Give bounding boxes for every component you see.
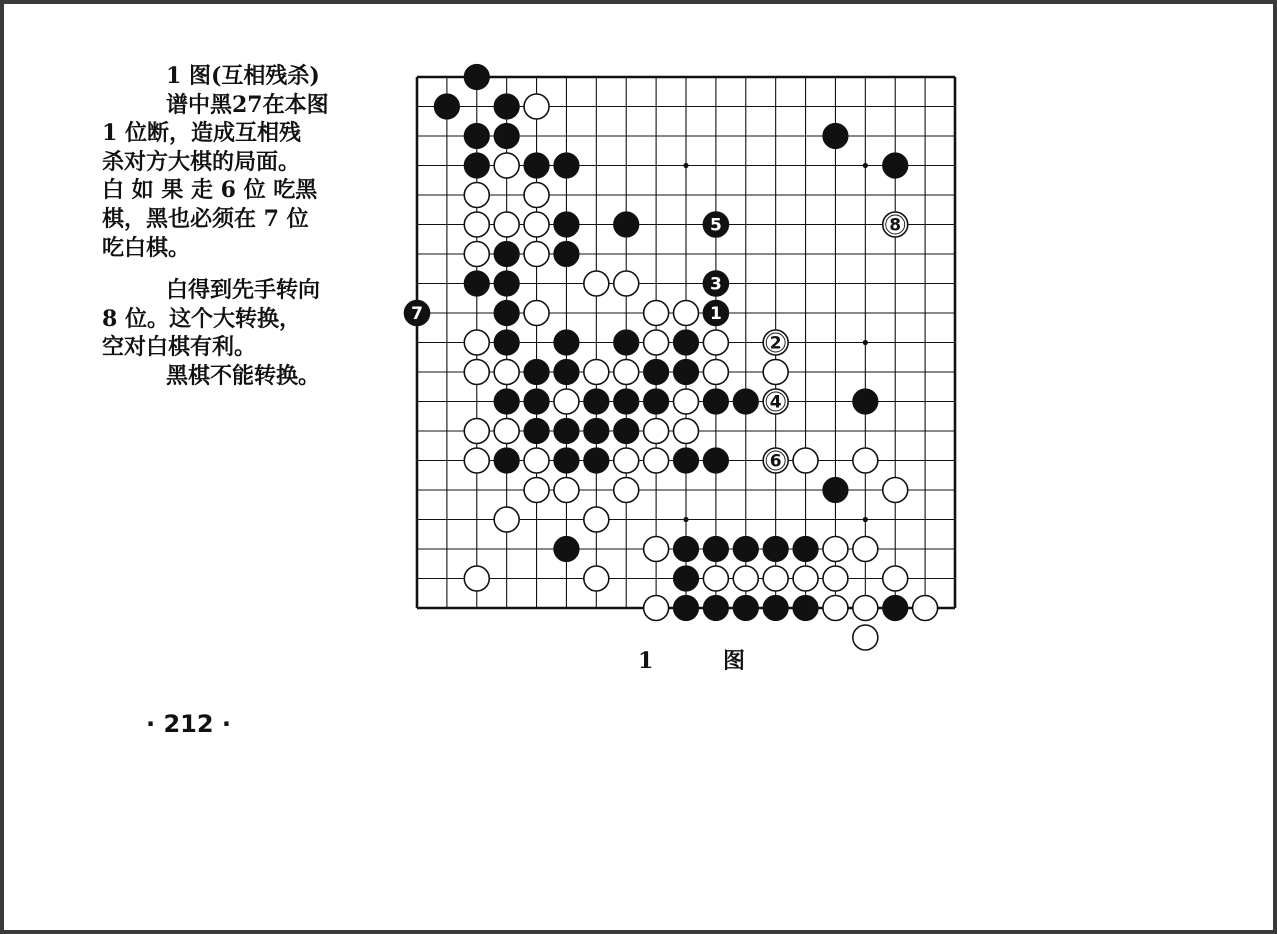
black-stone [524,389,549,414]
black-stone [823,478,848,503]
black-stone [733,389,758,414]
white-stone [763,566,788,591]
white-stone [823,596,848,621]
black-stone [763,596,788,621]
white-stone [494,153,519,178]
black-stone [554,360,579,385]
white-stone [883,478,908,503]
white-stone [494,419,519,444]
white-stone [674,419,699,444]
black-stone [793,537,818,562]
black-stone [733,537,758,562]
numbered-move-8 [883,212,908,237]
black-stone [674,330,699,355]
black-stone [584,419,609,444]
white-stone [823,566,848,591]
caption-line: 吃白棋。 [102,234,191,261]
white-stone [793,566,818,591]
move-number-label: 3 [709,274,722,295]
white-stone [703,330,728,355]
white-stone [823,537,848,562]
star-point [863,517,868,522]
figure-char: 图 [722,648,745,674]
white-stone [703,360,728,385]
white-stone [853,537,878,562]
white-stone [464,448,489,473]
star-point [863,163,868,168]
white-stone [494,212,519,237]
move-number-label: 5 [709,215,722,236]
black-stone [674,596,699,621]
white-stone [584,566,609,591]
numbered-move-6 [763,448,788,473]
white-stone [614,360,639,385]
caption-line: 棋，黑也必须在 7 位 [102,205,309,232]
white-stone [584,507,609,532]
black-stone [554,419,579,444]
white-stone [554,478,579,503]
white-stone [524,212,549,237]
black-stone [554,537,579,562]
white-stone [464,419,489,444]
go-board [4,4,1273,930]
black-stone [883,596,908,621]
black-stone [584,389,609,414]
document-page [4,4,1273,930]
white-stone [464,183,489,208]
white-stone [853,448,878,473]
caption-line: 黑棋不能转换。 [166,362,321,389]
black-stone [584,448,609,473]
black-stone [614,212,639,237]
numbered-move-4 [763,389,788,414]
white-stone [853,625,878,650]
black-stone [823,124,848,149]
black-stone [644,389,669,414]
numbered-move-7 [405,301,430,326]
caption-line: 杀对方大棋的局面。 [102,148,301,175]
white-stone [494,507,519,532]
white-stone [913,596,938,621]
figure-label [638,644,745,675]
black-stone [554,330,579,355]
black-stone [703,448,728,473]
white-stone [793,448,818,473]
numbered-move-2 [763,330,788,355]
black-stone [494,242,519,267]
white-stone [614,448,639,473]
white-stone [554,389,579,414]
star-point [683,517,688,522]
caption-line: 谱中黑27在本图 [166,91,329,118]
black-stone [763,537,788,562]
black-stone [494,94,519,119]
black-stone [524,360,549,385]
black-stone [703,596,728,621]
white-stone [524,242,549,267]
caption-line: 空对白棋有利。 [102,334,257,361]
black-stone [853,389,878,414]
white-stone [464,242,489,267]
numbered-move-5 [703,212,728,237]
white-stone [524,301,549,326]
white-stone [614,271,639,296]
numbered-move-1 [703,301,728,326]
black-stone [464,65,489,90]
caption-line: 白 如 果 走 6 位 吃黑 [102,177,318,204]
white-stone [674,301,699,326]
white-stone [853,596,878,621]
black-stone [494,330,519,355]
white-stone [524,478,549,503]
move-number-label: 6 [769,451,782,472]
black-stone [464,271,489,296]
black-stone [524,419,549,444]
white-stone [464,566,489,591]
white-stone [883,566,908,591]
black-stone [524,153,549,178]
numbered-move-3 [703,271,728,296]
white-stone [584,360,609,385]
black-stone [494,124,519,149]
white-stone [703,566,728,591]
black-stone [554,448,579,473]
black-stone [703,537,728,562]
black-stone [554,153,579,178]
black-stone [464,153,489,178]
black-stone [434,94,459,119]
white-stone [584,271,609,296]
star-point [683,163,688,168]
figure-number: 1 [638,648,654,674]
star-point [863,340,868,345]
white-stone [674,389,699,414]
black-stone [494,448,519,473]
white-stone [524,448,549,473]
black-stone [554,212,579,237]
black-stone [494,271,519,296]
black-stone [494,301,519,326]
white-stone [464,212,489,237]
caption-line: 1 位断，造成互相残 [102,120,301,147]
black-stone [464,124,489,149]
white-stone [524,94,549,119]
black-stone [674,448,699,473]
white-stone [733,566,758,591]
page-number: · 212 · [146,710,232,738]
black-stone [883,153,908,178]
white-stone [644,537,669,562]
white-stone [644,419,669,444]
black-stone [674,566,699,591]
move-number-label: 7 [411,304,423,324]
black-stone [494,389,519,414]
caption-title: 1 图(互相残杀) [166,63,320,89]
black-stone [674,537,699,562]
move-number-label: 4 [769,392,782,413]
move-number-label: 2 [769,333,782,354]
move-number-label: 1 [709,304,722,324]
caption-line: 白得到先手转向 [166,277,321,304]
white-stone [644,330,669,355]
white-stone [763,360,788,385]
caption-line: 8 位。这个大转换， [102,305,301,332]
black-stone [614,330,639,355]
white-stone [464,330,489,355]
black-stone [614,419,639,444]
black-stone [644,360,669,385]
white-stone [614,478,639,503]
white-stone [644,448,669,473]
black-stone [554,242,579,267]
black-stone [793,596,818,621]
white-stone [524,183,549,208]
white-stone [644,596,669,621]
black-stone [674,360,699,385]
white-stone [644,301,669,326]
white-stone [494,360,519,385]
black-stone [733,596,758,621]
black-stone [703,389,728,414]
move-number-label: 8 [889,215,902,236]
black-stone [614,389,639,414]
white-stone [464,360,489,385]
